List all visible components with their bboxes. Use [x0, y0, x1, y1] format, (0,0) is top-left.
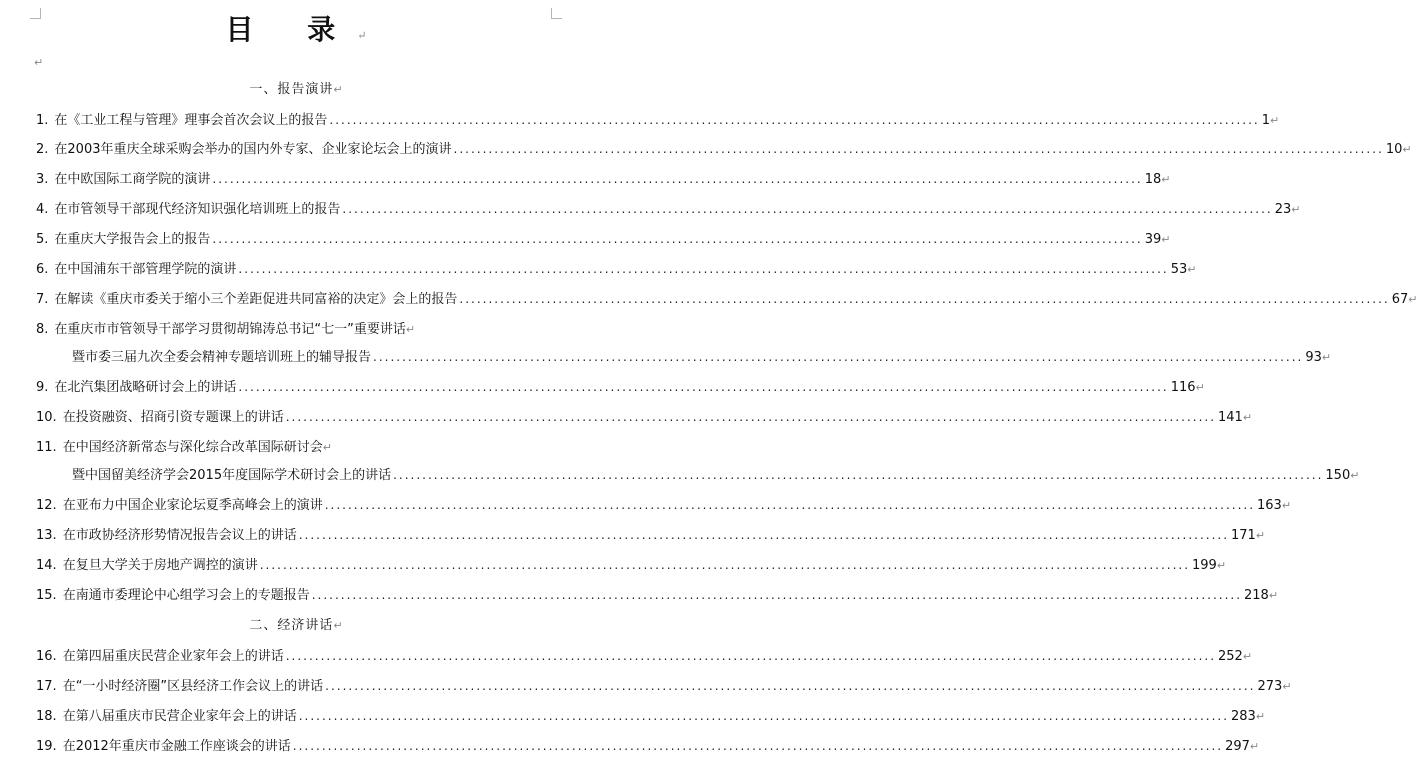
entry-title: 在复旦大学关于房地产调控的演讲 — [62, 558, 258, 573]
entry-number: 15. — [36, 588, 57, 603]
toc-entry[interactable] — [36, 138, 1412, 158]
entry-number: 9. — [36, 380, 49, 395]
dot-leader — [312, 588, 1242, 602]
entry-title: 在中国浦东干部管理学院的演讲 — [54, 262, 237, 277]
entry-title: 在《工业工程与管理》理事会首次会议上的报告 — [54, 113, 328, 128]
entry-page: 273 — [1257, 679, 1283, 694]
entry-number: 4. — [36, 202, 49, 217]
toc-entry[interactable] — [36, 198, 1301, 218]
entry-title: 在中欧国际工商学院的演讲 — [54, 172, 211, 187]
paragraph-mark-icon: ↵ — [1187, 263, 1197, 276]
page-title — [0, 8, 592, 48]
entry-number: 13. — [36, 528, 57, 543]
entry-number: 19. — [36, 739, 57, 754]
entry-number: 5. — [36, 232, 49, 247]
toc-entry-continuation[interactable] — [72, 464, 1360, 484]
entry-page: 10 — [1385, 142, 1403, 157]
dot-leader — [212, 232, 1142, 246]
paragraph-mark-icon: ↵ — [1161, 233, 1171, 246]
paragraph-mark-icon: ↵ — [405, 323, 416, 336]
entry-number: 3. — [36, 172, 49, 187]
entry-page: 53 — [1170, 262, 1188, 277]
entry-title: 在“一小时经济圈”区县经济工作会议上的讲话 — [62, 679, 324, 694]
paragraph-mark-icon: ↵ — [357, 29, 367, 42]
toc-entry[interactable] — [36, 288, 1418, 308]
entry-page: 163 — [1257, 498, 1282, 513]
entry-page: 116 — [1170, 380, 1196, 395]
paragraph-mark-icon: ↵ — [1249, 740, 1260, 753]
entry-title: 在重庆市市管领导干部学习贯彻胡锦涛总书记“七一”重要讲话 — [54, 322, 406, 337]
entry-title: 在解读《重庆市委关于缩小三个差距促进共同富裕的决定》会上的报告 — [54, 292, 458, 307]
entry-title: 在重庆大学报告会上的报告 — [54, 232, 211, 247]
entry-title: 在第八届重庆市民营企业家年会上的讲话 — [62, 709, 297, 724]
toc-entry[interactable] — [36, 705, 1266, 725]
entry-number: 17. — [36, 679, 57, 694]
paragraph-mark-icon: ↵ — [1281, 499, 1292, 512]
paragraph-mark-icon: ↵ — [1255, 710, 1266, 723]
entry-number: 16. — [36, 649, 57, 664]
toc-entry[interactable] — [36, 168, 1171, 188]
entry-number: 2. — [36, 142, 49, 157]
entry-title: 在南通市委理论中心组学习会上的专题报告 — [62, 588, 310, 603]
entry-number: 7. — [36, 292, 49, 307]
entry-page: 297 — [1225, 739, 1250, 754]
section-heading-reports — [0, 78, 592, 97]
dot-leader — [238, 262, 1168, 276]
dot-leader — [286, 649, 1216, 663]
toc-entry[interactable] — [36, 228, 1171, 248]
dot-leader — [260, 558, 1190, 572]
dot-leader — [454, 142, 1384, 156]
paragraph-mark-icon: ↵ — [1321, 351, 1332, 364]
entry-number: 1. — [36, 113, 49, 128]
paragraph-mark-icon: ↵ — [1270, 114, 1280, 127]
paragraph-mark-icon: ↵ — [322, 441, 332, 454]
paragraph-mark-icon: ↵ — [1291, 203, 1301, 216]
entry-page: 39 — [1144, 232, 1162, 247]
entry-number: 6. — [36, 262, 49, 277]
entry-number: 8. — [36, 322, 49, 337]
entry-page: 93 — [1305, 350, 1322, 365]
toc-entry[interactable] — [36, 524, 1266, 544]
entry-page: 141 — [1218, 410, 1243, 425]
entry-number: 10. — [36, 410, 57, 425]
entry-title: 在2012年重庆市金融工作座谈会的讲话 — [62, 739, 291, 754]
section-heading-economy — [0, 614, 592, 633]
entry-page: 199 — [1192, 558, 1217, 573]
entry-title: 在第四届重庆民营企业家年会上的讲话 — [62, 649, 284, 664]
paragraph-mark-icon: ↵ — [333, 619, 343, 632]
dot-leader — [286, 410, 1216, 424]
entry-number: 14. — [36, 558, 57, 573]
entry-page: 1 — [1261, 113, 1271, 128]
toc-entry[interactable] — [36, 436, 566, 456]
entry-title: 在北汽集团战略研讨会上的讲话 — [54, 380, 237, 395]
paragraph-mark-icon: ↵ — [333, 83, 343, 96]
dot-leader — [393, 468, 1323, 482]
paragraph-mark-icon: ↵ — [1268, 589, 1279, 602]
paragraph-mark-icon: ↵ — [1282, 680, 1292, 693]
entry-page: 18 — [1144, 172, 1162, 187]
paragraph-mark-icon: ↵ — [34, 56, 44, 69]
dot-leader — [212, 172, 1142, 186]
toc-entry[interactable] — [36, 735, 1260, 755]
entry-page: 283 — [1231, 709, 1256, 724]
toc-entry[interactable] — [36, 554, 1227, 574]
entry-title: 在中国经济新常态与深化综合改革国际研讨会 — [62, 440, 323, 455]
entry-title: 在投资融资、招商引资专题课上的讲话 — [62, 410, 284, 425]
section-heading-text: 二、经济讲话 — [249, 618, 334, 633]
page-title-text: 目 录 — [225, 13, 358, 46]
paragraph-mark-icon: ↵ — [1216, 559, 1227, 572]
toc-entry[interactable] — [36, 109, 1280, 129]
entry-page: 67 — [1391, 292, 1409, 307]
toc-entry[interactable] — [36, 318, 566, 338]
entry-page: 23 — [1274, 202, 1292, 217]
paragraph-mark-icon: ↵ — [1161, 173, 1171, 186]
entry-title: 在亚布力中国企业家论坛夏季高峰会上的演讲 — [62, 498, 323, 513]
section-heading-text: 一、报告演讲 — [249, 82, 334, 97]
toc-entry[interactable] — [36, 494, 1292, 514]
dot-leader — [342, 202, 1272, 216]
entry-title: 在市政协经济形势情况报告会议上的讲话 — [62, 528, 297, 543]
paragraph-mark-icon: ↵ — [1408, 293, 1418, 306]
entry-page: 171 — [1231, 528, 1256, 543]
toc-entry[interactable] — [36, 645, 1253, 665]
entry-title: 在2003年重庆全球采购会举办的国内外专家、企业家论坛会上的演讲 — [54, 142, 452, 157]
paragraph-mark-icon: ↵ — [1242, 650, 1253, 663]
dot-leader — [329, 113, 1259, 127]
paragraph-mark-icon: ↵ — [1242, 411, 1253, 424]
toc-entry[interactable] — [36, 258, 1197, 278]
entry-page: 150 — [1325, 468, 1351, 483]
entry-number: 18. — [36, 709, 57, 724]
dot-leader — [373, 350, 1303, 364]
dot-leader — [299, 709, 1229, 723]
toc-entry[interactable] — [36, 675, 1292, 695]
entry-page: 252 — [1218, 649, 1243, 664]
paragraph-mark-icon: ↵ — [1255, 529, 1266, 542]
paragraph-mark-icon: ↵ — [1195, 381, 1205, 394]
dot-leader — [325, 498, 1255, 512]
entry-number: 11. — [36, 440, 57, 455]
dot-leader — [299, 528, 1229, 542]
toc-entry[interactable] — [36, 584, 1279, 604]
paragraph-mark-icon: ↵ — [1350, 469, 1360, 482]
toc-entry-continuation[interactable] — [72, 346, 1332, 366]
dot-leader — [238, 380, 1168, 394]
paragraph-mark-icon: ↵ — [1402, 143, 1412, 156]
toc-entry[interactable] — [36, 376, 1205, 396]
entry-number: 12. — [36, 498, 57, 513]
entry-title-continuation: 暨市委三届九次全委会精神专题培训班上的辅导报告 — [72, 350, 372, 365]
entry-page: 218 — [1244, 588, 1269, 603]
entry-title: 在市管领导干部现代经济知识强化培训班上的报告 — [54, 202, 341, 217]
dot-leader — [325, 679, 1255, 693]
entry-title-continuation: 暨中国留美经济学会2015年度国际学术研讨会上的讲话 — [72, 468, 392, 483]
dot-leader — [293, 739, 1223, 753]
dot-leader — [459, 292, 1389, 306]
toc-entry[interactable] — [36, 406, 1253, 426]
